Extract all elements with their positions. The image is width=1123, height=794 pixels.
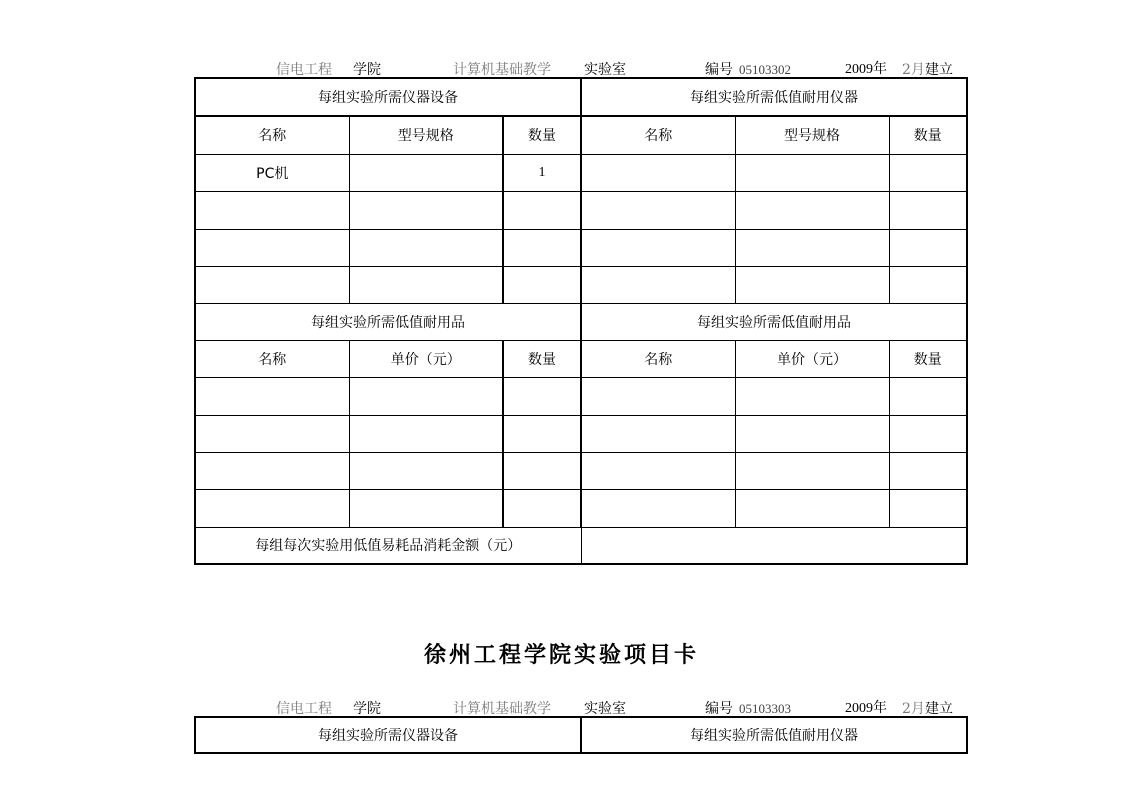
col-name: 名称 — [581, 340, 735, 377]
col-name: 名称 — [581, 116, 735, 154]
col-name: 名称 — [195, 116, 349, 154]
col-model: 型号规格 — [735, 116, 889, 154]
table-cell — [503, 489, 581, 527]
lab-name: 计算机基础教学 — [453, 62, 551, 78]
col-quantity: 数量 — [503, 116, 581, 154]
lab-suffix: 实验室 — [584, 701, 626, 717]
table-cell — [195, 489, 349, 527]
college-name: 信电工程 — [276, 701, 332, 717]
table-cell — [735, 154, 889, 191]
table-cell — [349, 415, 503, 452]
table-cell — [735, 229, 889, 266]
table-cell: 1 — [503, 154, 581, 191]
table-cell: PC机 — [195, 154, 349, 191]
page-title: 徐州工程学院实验项目卡 — [423, 642, 699, 668]
section-low-value-instruments: 每组实验所需低值耐用仪器 — [581, 717, 967, 753]
table-cell — [349, 229, 503, 266]
col-quantity: 数量 — [889, 116, 967, 154]
college-name: 信电工程 — [276, 62, 332, 78]
table-cell — [349, 452, 503, 489]
table-cell — [889, 377, 967, 415]
lab-name: 计算机基础教学 — [453, 701, 551, 717]
table-cell — [735, 191, 889, 229]
col-quantity: 数量 — [889, 340, 967, 377]
table-cell — [581, 266, 735, 303]
table-cell — [889, 266, 967, 303]
table-cell — [889, 489, 967, 527]
table-cell — [195, 377, 349, 415]
table-cell — [735, 452, 889, 489]
col-unit-price: 单价（元） — [349, 340, 503, 377]
month-value: 2月 — [902, 701, 925, 717]
table-cell — [581, 489, 735, 527]
table-cell — [735, 489, 889, 527]
col-model: 型号规格 — [349, 116, 503, 154]
lab-suffix: 实验室 — [584, 62, 626, 78]
table-cell — [581, 415, 735, 452]
table-cell — [581, 229, 735, 266]
table-cell — [735, 266, 889, 303]
table-cell — [503, 229, 581, 266]
table-cell — [195, 266, 349, 303]
table-cell — [889, 229, 967, 266]
col-unit-price: 单价（元） — [735, 340, 889, 377]
table-cell — [581, 377, 735, 415]
table-cell — [889, 191, 967, 229]
table-cell — [581, 191, 735, 229]
table-cell — [503, 377, 581, 415]
year-value: 2009年 — [845, 62, 887, 77]
table-cell — [503, 191, 581, 229]
col-quantity: 数量 — [503, 340, 581, 377]
equipment-table — [194, 77, 968, 565]
section-instruments-equipment: 每组实验所需仪器设备 — [195, 717, 581, 753]
code-label: 编号 — [705, 62, 733, 78]
table-cell — [735, 415, 889, 452]
table-cell — [889, 452, 967, 489]
section-instruments-equipment: 每组实验所需仪器设备 — [195, 78, 581, 116]
section-low-value-instruments: 每组实验所需低值耐用仪器 — [581, 78, 967, 116]
consumables-cost-value — [581, 527, 967, 564]
established-label: 建立 — [925, 62, 953, 78]
table-cell — [349, 191, 503, 229]
table-cell — [195, 229, 349, 266]
month-value: 2月 — [902, 62, 925, 78]
table-cell — [503, 415, 581, 452]
table-cell — [195, 415, 349, 452]
table-cell — [503, 452, 581, 489]
col-name: 名称 — [195, 340, 349, 377]
table-cell — [349, 489, 503, 527]
table-cell — [349, 377, 503, 415]
consumables-cost-label: 每组每次实验用低值易耗品消耗金额（元） — [195, 527, 581, 564]
table-cell — [889, 154, 967, 191]
equipment-table-2 — [194, 716, 968, 754]
year-value: 2009年 — [845, 701, 887, 716]
table-cell — [889, 415, 967, 452]
code-label: 编号 — [705, 701, 733, 717]
table-cell — [195, 191, 349, 229]
table-cell — [581, 154, 735, 191]
established-label: 建立 — [925, 701, 953, 717]
code-value: 05103302 — [739, 62, 791, 77]
section-low-value-durables: 每组实验所需低值耐用品 — [195, 303, 581, 340]
table-cell — [195, 452, 349, 489]
section-low-value-durables: 每组实验所需低值耐用品 — [581, 303, 967, 340]
table-cell — [349, 154, 503, 191]
table-cell — [349, 266, 503, 303]
college-suffix: 学院 — [353, 62, 381, 78]
table-cell — [581, 452, 735, 489]
table-cell — [503, 266, 581, 303]
college-suffix: 学院 — [353, 701, 381, 717]
code-value: 05103303 — [739, 701, 791, 716]
table-cell — [735, 377, 889, 415]
